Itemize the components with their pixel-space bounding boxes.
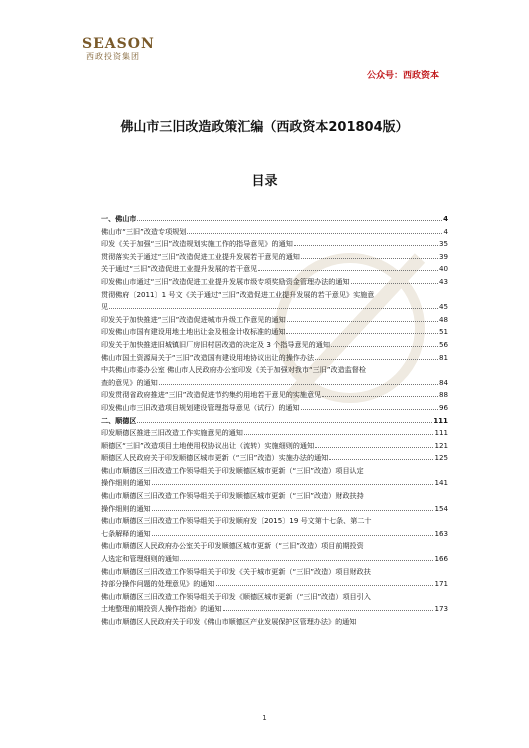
- dot-leader: [315, 359, 438, 360]
- toc-entry-title: 见: [101, 302, 109, 312]
- document-title: 佛山市三旧改造政策汇编（西政资本201804版）: [120, 120, 409, 135]
- toc-entry[interactable]: [101, 326, 448, 339]
- toc-entry[interactable]: [101, 528, 448, 541]
- toc-entry[interactable]: [101, 301, 448, 314]
- toc-entry[interactable]: [101, 402, 448, 415]
- dot-leader: [137, 422, 432, 423]
- toc-entry-title: 七条解释的通知: [101, 528, 151, 538]
- toc-entry-title: 佛山市“三旧”改造专项规划: [101, 226, 187, 236]
- toc-entry-title: 一、佛山市: [101, 214, 137, 223]
- dot-leader: [137, 220, 442, 221]
- dot-leader: [301, 258, 438, 259]
- toc-entry-first-line[interactable]: 佛山市顺德区三旧改造工作领导组关于印发顺德区城市更新（“三旧”改造）财政扶持: [101, 491, 364, 501]
- dot-leader: [152, 484, 434, 485]
- toc-page-number: 96: [438, 402, 448, 412]
- toc-entry-first-line[interactable]: 佛山市顺德区三旧改造工作领导组关于印发《顺德区城市更新（“三旧”改造）项目引入: [101, 591, 371, 601]
- dot-leader: [152, 535, 434, 536]
- toc-entry[interactable]: [101, 427, 448, 440]
- toc-entry-title: 印发关于加快推进旧城镇旧厂房旧村居改造的决定及 3 个指导意见的通知: [101, 339, 330, 349]
- toc-entry[interactable]: [101, 452, 448, 465]
- table-of-contents: [101, 213, 448, 629]
- toc-entry[interactable]: [101, 477, 448, 490]
- toc-page-number: 40: [438, 264, 448, 274]
- dot-leader: [258, 270, 438, 271]
- toc-entry-title: 顺德区人民政府关于印发顺德区城市更新（“三旧”改造）实施办法的通知: [101, 453, 329, 463]
- toc-entry-title: 印发佛山市三旧改造项目规划建设管理指导意见（试行）的通知: [101, 402, 300, 412]
- toc-entry-first-line[interactable]: 中共佛山市委办公室 佛山市人民政府办公室印发《关于加强对我市“三旧”改造监督检: [101, 365, 366, 375]
- toc-page-number: 166: [434, 554, 448, 564]
- toc-entry-title: 印发顺德区推进三旧改造工作实施意见的通知: [101, 428, 243, 438]
- dot-leader: [301, 409, 438, 410]
- toc-entry[interactable]: [101, 263, 448, 276]
- toc-page-number: 4: [443, 214, 448, 223]
- logo-mark: SEASON: [82, 36, 155, 52]
- toc-entry[interactable]: [101, 238, 448, 251]
- toc-section[interactable]: [101, 213, 448, 226]
- toc-page-number: 171: [434, 579, 448, 589]
- toc-page-number: 51: [438, 327, 448, 337]
- toc-page-number: 35: [438, 239, 448, 249]
- toc-entry[interactable]: [101, 578, 448, 591]
- toc-entry[interactable]: [101, 377, 448, 390]
- toc-page-number: 84: [438, 377, 448, 387]
- toc-entry[interactable]: [101, 226, 448, 239]
- toc-page-number: 163: [434, 528, 448, 538]
- toc-section[interactable]: [101, 415, 448, 428]
- dot-leader: [331, 346, 438, 347]
- toc-entry[interactable]: [101, 339, 448, 352]
- toc-page-number: 111: [434, 428, 448, 438]
- toc-entry[interactable]: [101, 603, 448, 616]
- toc-entry-title: 顺德区“三旧”改造项目土地使用权协议出让（流转）实施细则的通知: [101, 440, 315, 450]
- toc-entry[interactable]: 佛山市顺德区人民政府关于印发《佛山市顺德区产业发展保护区管理办法》的通知: [101, 617, 357, 626]
- toc-entry-title: 贯彻落实关于通过“三旧”改造促进工业提升发展若干意见的通知: [101, 251, 300, 261]
- dot-leader: [322, 396, 438, 397]
- dot-leader: [180, 560, 433, 561]
- toc-entry[interactable]: [101, 553, 448, 566]
- toc-entry[interactable]: [101, 440, 448, 453]
- toc-page-number: 45: [438, 302, 448, 312]
- toc-entry-title: 关于通过“三旧”改造促进工业提升发展的若干意见: [101, 264, 258, 274]
- toc-entry[interactable]: [101, 276, 448, 289]
- toc-entry-first-line[interactable]: 佛山市顺德区三旧改造工作领导组关于印发《关于城市更新（“三旧”改造）项目财政扶: [101, 566, 371, 576]
- toc-entry-first-line[interactable]: 佛山市顺德区人民政府办公室关于印发顺德区城市更新（“三旧”改造）项目前期投资: [101, 541, 364, 551]
- toc-entry-first-line[interactable]: 佛山市顺德区三旧改造工作领导组关于印发顺德区城市更新（“三旧”改造）项目认定: [101, 465, 364, 475]
- page-number: 1: [262, 714, 267, 722]
- dot-leader: [329, 459, 433, 460]
- toc-page-number: 173: [434, 604, 448, 614]
- toc-entry-title: 印发《关于加强“三旧”改造规划实施工作的指导意见》的通知: [101, 239, 293, 249]
- toc-entry[interactable]: [101, 389, 448, 402]
- dot-leader: [216, 585, 434, 586]
- logo-subtitle: 西政投资集团: [86, 52, 140, 61]
- toc-page-number: 48: [438, 314, 448, 324]
- toc-heading: 目录: [251, 174, 278, 189]
- toc-page-number: 39: [438, 251, 448, 261]
- toc-entry[interactable]: [101, 251, 448, 264]
- toc-entry-title: 二、顺德区: [101, 415, 137, 425]
- dot-leader: [244, 434, 434, 435]
- toc-page-number: 121: [434, 440, 448, 450]
- dot-leader: [294, 245, 438, 246]
- toc-entry-title: 操作细则的通知: [101, 503, 151, 513]
- toc-entry[interactable]: [101, 314, 448, 327]
- toc-page-number: 125: [434, 453, 448, 463]
- toc-page-number: 88: [438, 390, 448, 400]
- toc-page-number: 111: [433, 415, 448, 425]
- toc-page-number: 43: [438, 276, 448, 286]
- toc-entry-first-line[interactable]: 贯彻佛府〔2011〕1 号文《关于通过“三旧”改造促进工业提升发展的若干意见》实施意: [101, 289, 375, 299]
- toc-entry-title: 印发关于加快推进“三旧”改造促进城市升级工作意见的通知: [101, 314, 286, 324]
- dot-leader: [286, 333, 438, 334]
- toc-entry-title: 操作细则的通知: [101, 478, 151, 488]
- dot-leader: [223, 610, 434, 611]
- wechat-account: 公众号：西政资本: [366, 71, 439, 81]
- toc-entry-title: 人选定和管理细则的通知: [101, 554, 180, 564]
- toc-entry-title: 持部分操作问题的处理意见》的通知: [101, 579, 215, 589]
- toc-entry-title: 佛山市国土资源局关于“三旧”改造国有建设用地协议出让的操作办法: [101, 352, 315, 362]
- toc-entry[interactable]: [101, 352, 448, 365]
- toc-entry-title: 查的意见》的通知: [101, 377, 158, 387]
- toc-page-number: 154: [434, 503, 448, 513]
- dot-leader: [159, 384, 438, 385]
- dot-leader: [109, 308, 438, 309]
- toc-entry-title: 印发佛山市通过“三旧”改造促进工业提升发展市级专项奖励资金管理办法的通知: [101, 276, 350, 286]
- toc-page-number: 4: [443, 226, 448, 236]
- toc-page-number: 56: [438, 339, 448, 349]
- toc-entry-title: 土地整理前期投资人操作指南》的通知: [101, 604, 222, 614]
- toc-entry-title: 印发佛山市国有建设用地土地出让金及租金计收标准的通知: [101, 327, 286, 337]
- toc-entry[interactable]: [101, 503, 448, 516]
- toc-entry-first-line[interactable]: 佛山市顺德区三旧改造工作领导组关于印发顺府发〔2015〕19 号文第十七条、第二十: [101, 516, 372, 526]
- toc-entry-title: 印发贯彻省政府推进“三旧”改造促进节约集约用地若干意见的实施意见: [101, 390, 322, 400]
- toc-page-number: 141: [434, 478, 448, 488]
- dot-leader: [287, 321, 438, 322]
- dot-leader: [315, 447, 433, 448]
- toc-page-number: 81: [438, 352, 448, 362]
- logo: [82, 36, 155, 62]
- dot-leader: [351, 283, 438, 284]
- dot-leader: [152, 510, 434, 511]
- dot-leader: [187, 233, 442, 234]
